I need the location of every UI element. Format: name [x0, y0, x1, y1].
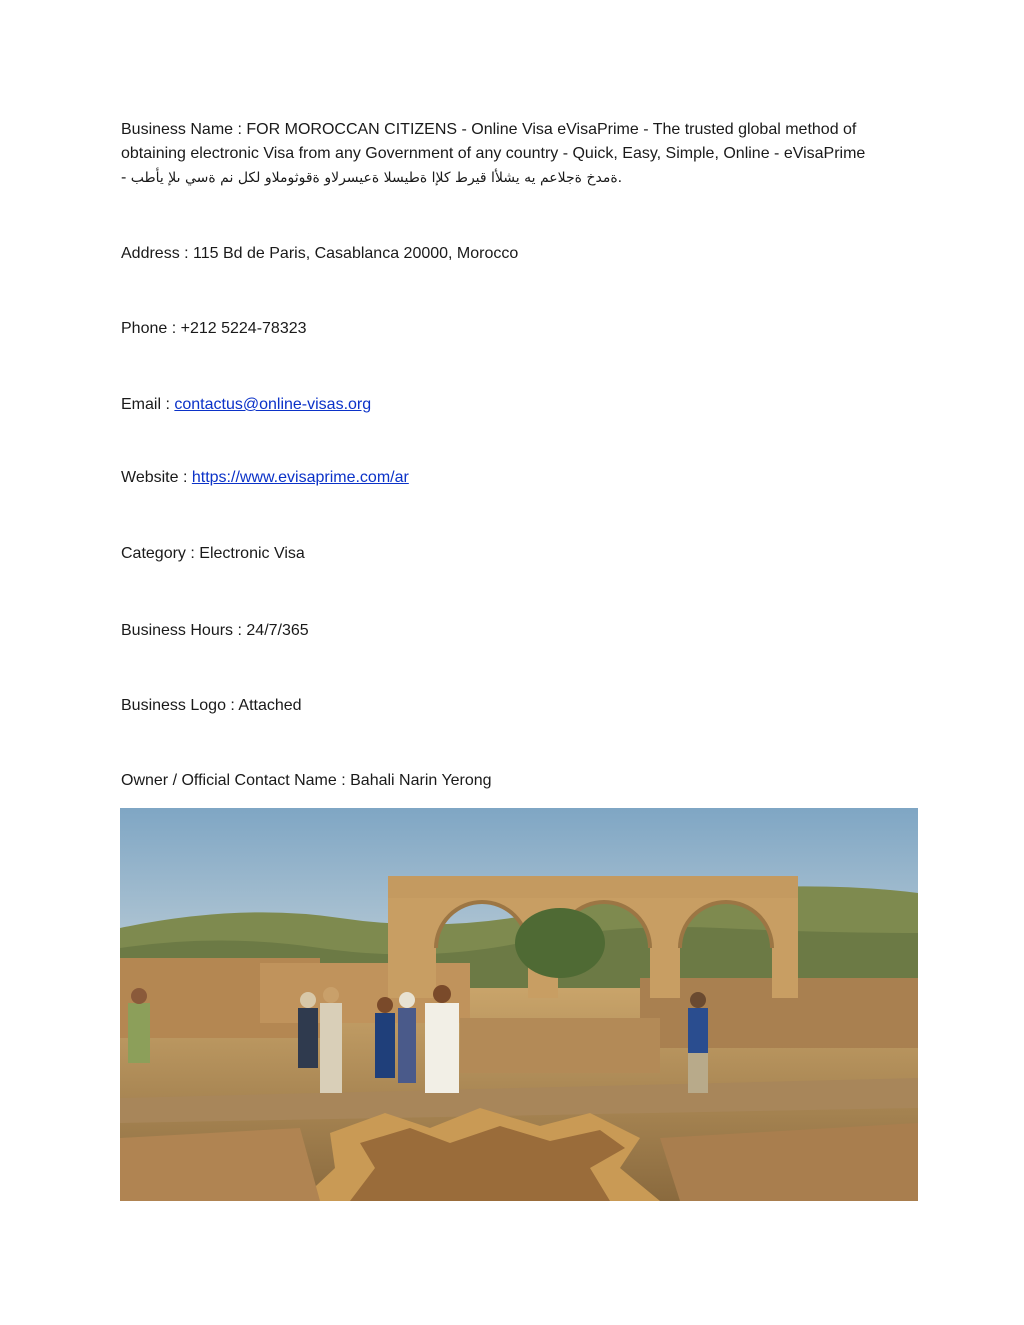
category-value: Electronic Visa: [199, 545, 305, 562]
phone-field: [121, 317, 911, 341]
phone-value: +212 5224-78323: [180, 320, 307, 337]
ruins-illustration: [120, 808, 918, 1201]
roman-ruins-photo: [120, 808, 918, 1201]
business-name-separator: :: [233, 121, 247, 138]
owner-label: Owner / Official Contact Name: [121, 772, 337, 789]
category-separator: :: [185, 545, 200, 562]
business-name-value: FOR MOROCCAN CITIZENS - Online Visa eVisaPrime - The trusted global method of obtaining electronic Visa from any Government of any country - Quick, Easy, Simple, Online - eVisaPrime: [121, 121, 866, 162]
business-name-field: [121, 118, 911, 190]
arabic-suffix: .: [617, 169, 623, 186]
website-link[interactable]: https://www.evisaprime.com/ar: [191, 469, 409, 486]
email-link[interactable]: contactus@online-visas.org: [174, 396, 372, 413]
category-label: Category: [121, 545, 186, 562]
address-field: [121, 242, 911, 266]
website-field: [121, 466, 911, 490]
phone-label: Phone: [121, 320, 168, 337]
address-value: 115 Bd de Paris, Casablanca 20000, Morocco: [193, 245, 519, 262]
business-hours-separator: :: [233, 622, 247, 639]
email-field: [121, 393, 911, 417]
business-name-arabic: ةمدخ ةجلاعم يه يشلأا قيرط كلإا ةطيسلا ةعيسرلاو ةقوثوملاو لكل نم ةسي ىلإ يأطب: [130, 170, 618, 186]
business-hours-value: 24/7/365: [246, 622, 309, 639]
business-logo-separator: :: [225, 697, 239, 714]
address-label: Address: [121, 245, 180, 262]
phone-separator: :: [167, 320, 181, 337]
business-logo-label: Business Logo: [121, 697, 226, 714]
owner-value: Bahali Narin Yerong: [350, 772, 492, 789]
email-label: Email: [121, 396, 162, 413]
business-hours-field: [121, 619, 911, 643]
category-field: [121, 542, 911, 566]
owner-separator: :: [336, 772, 351, 789]
email-separator: :: [161, 396, 175, 413]
business-logo-value: Attached: [238, 697, 302, 714]
business-name-label: Business Name: [121, 121, 234, 138]
website-label: Website: [121, 469, 179, 486]
arabic-prefix: -: [121, 169, 131, 186]
website-separator: :: [178, 469, 192, 486]
low-wall: [460, 1018, 660, 1073]
business-name-arabic-line: [121, 166, 911, 190]
address-separator: :: [179, 245, 194, 262]
business-logo-field: [121, 694, 911, 718]
business-hours-label: Business Hours: [121, 622, 234, 639]
olive-tree: [515, 908, 605, 978]
owner-field: [121, 769, 911, 793]
